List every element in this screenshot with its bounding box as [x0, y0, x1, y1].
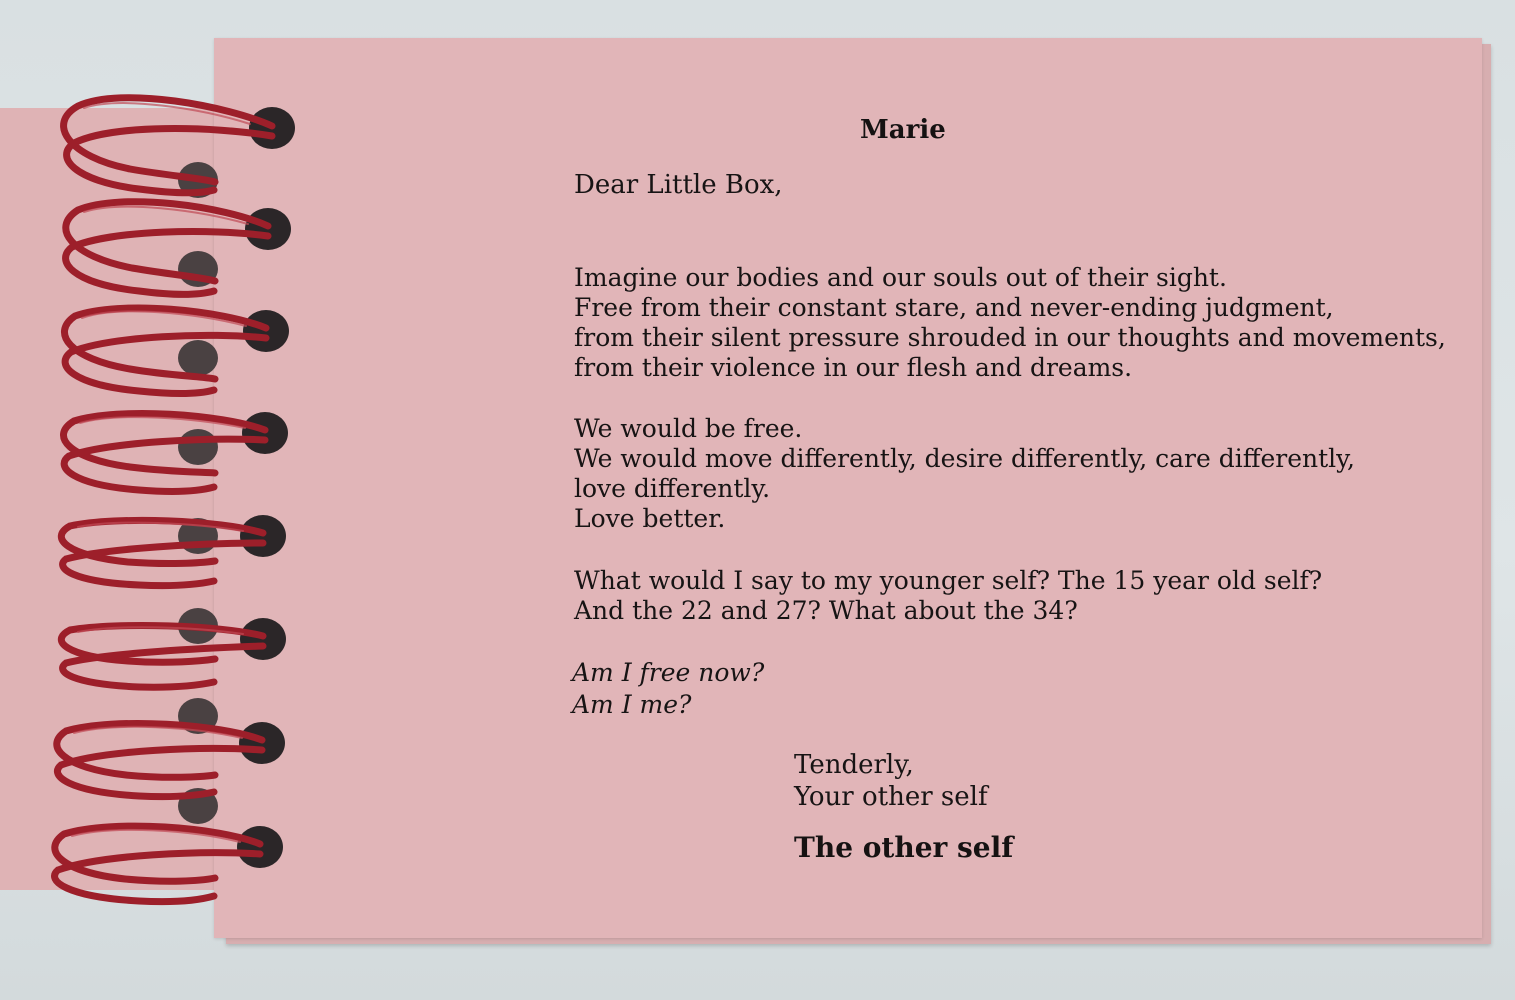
spiral-coil [55, 853, 260, 902]
letter-closing [794, 749, 988, 813]
closing-line: Your other self [794, 782, 988, 812]
stanza-line: We would be free. [574, 414, 803, 443]
stanza-line: Am I free now? [572, 658, 765, 687]
stanza-4-italic [572, 657, 764, 721]
spiral-coil [64, 98, 272, 182]
spiral-coil [66, 231, 268, 294]
stanza-line: Imagine our bodies and our souls out of their sight. [574, 263, 1227, 292]
letter-greeting: Dear Little Box, [574, 170, 783, 200]
stanza-line: We would move differently, desire differently, care differently, [574, 444, 1355, 473]
stanza-2 [574, 414, 1355, 534]
spiral-coil [63, 646, 263, 687]
spiral-coil [57, 749, 262, 797]
spiral-coil [64, 439, 265, 491]
stanza-1 [574, 263, 1446, 383]
spiral-coil [65, 335, 266, 393]
stanza-line: from their silent pressure shrouded in our thoughts and movements, [574, 323, 1446, 352]
back-binding-hole [178, 340, 218, 376]
letter-title: Marie [860, 115, 946, 145]
stanza-line: Love better. [574, 504, 726, 533]
stanza-3 [574, 566, 1322, 626]
spiral-binding [0, 0, 320, 1000]
stanza-line: love differently. [574, 474, 771, 503]
stanza-line: Am I me? [572, 690, 692, 719]
spiral-coils [55, 98, 272, 902]
stanza-line: Free from their constant stare, and never-ending judgment, [574, 293, 1334, 322]
signature: The other self [794, 831, 1014, 864]
stanza-line: What would I say to my younger self? The 15 year old self? [574, 566, 1323, 595]
back-binding-hole [178, 429, 218, 465]
closing-line: Tenderly, [794, 750, 914, 780]
stanza-line: from their violence in our flesh and dreams. [574, 353, 1133, 382]
stanza-line: And the 22 and 27? What about the 34? [574, 596, 1078, 625]
